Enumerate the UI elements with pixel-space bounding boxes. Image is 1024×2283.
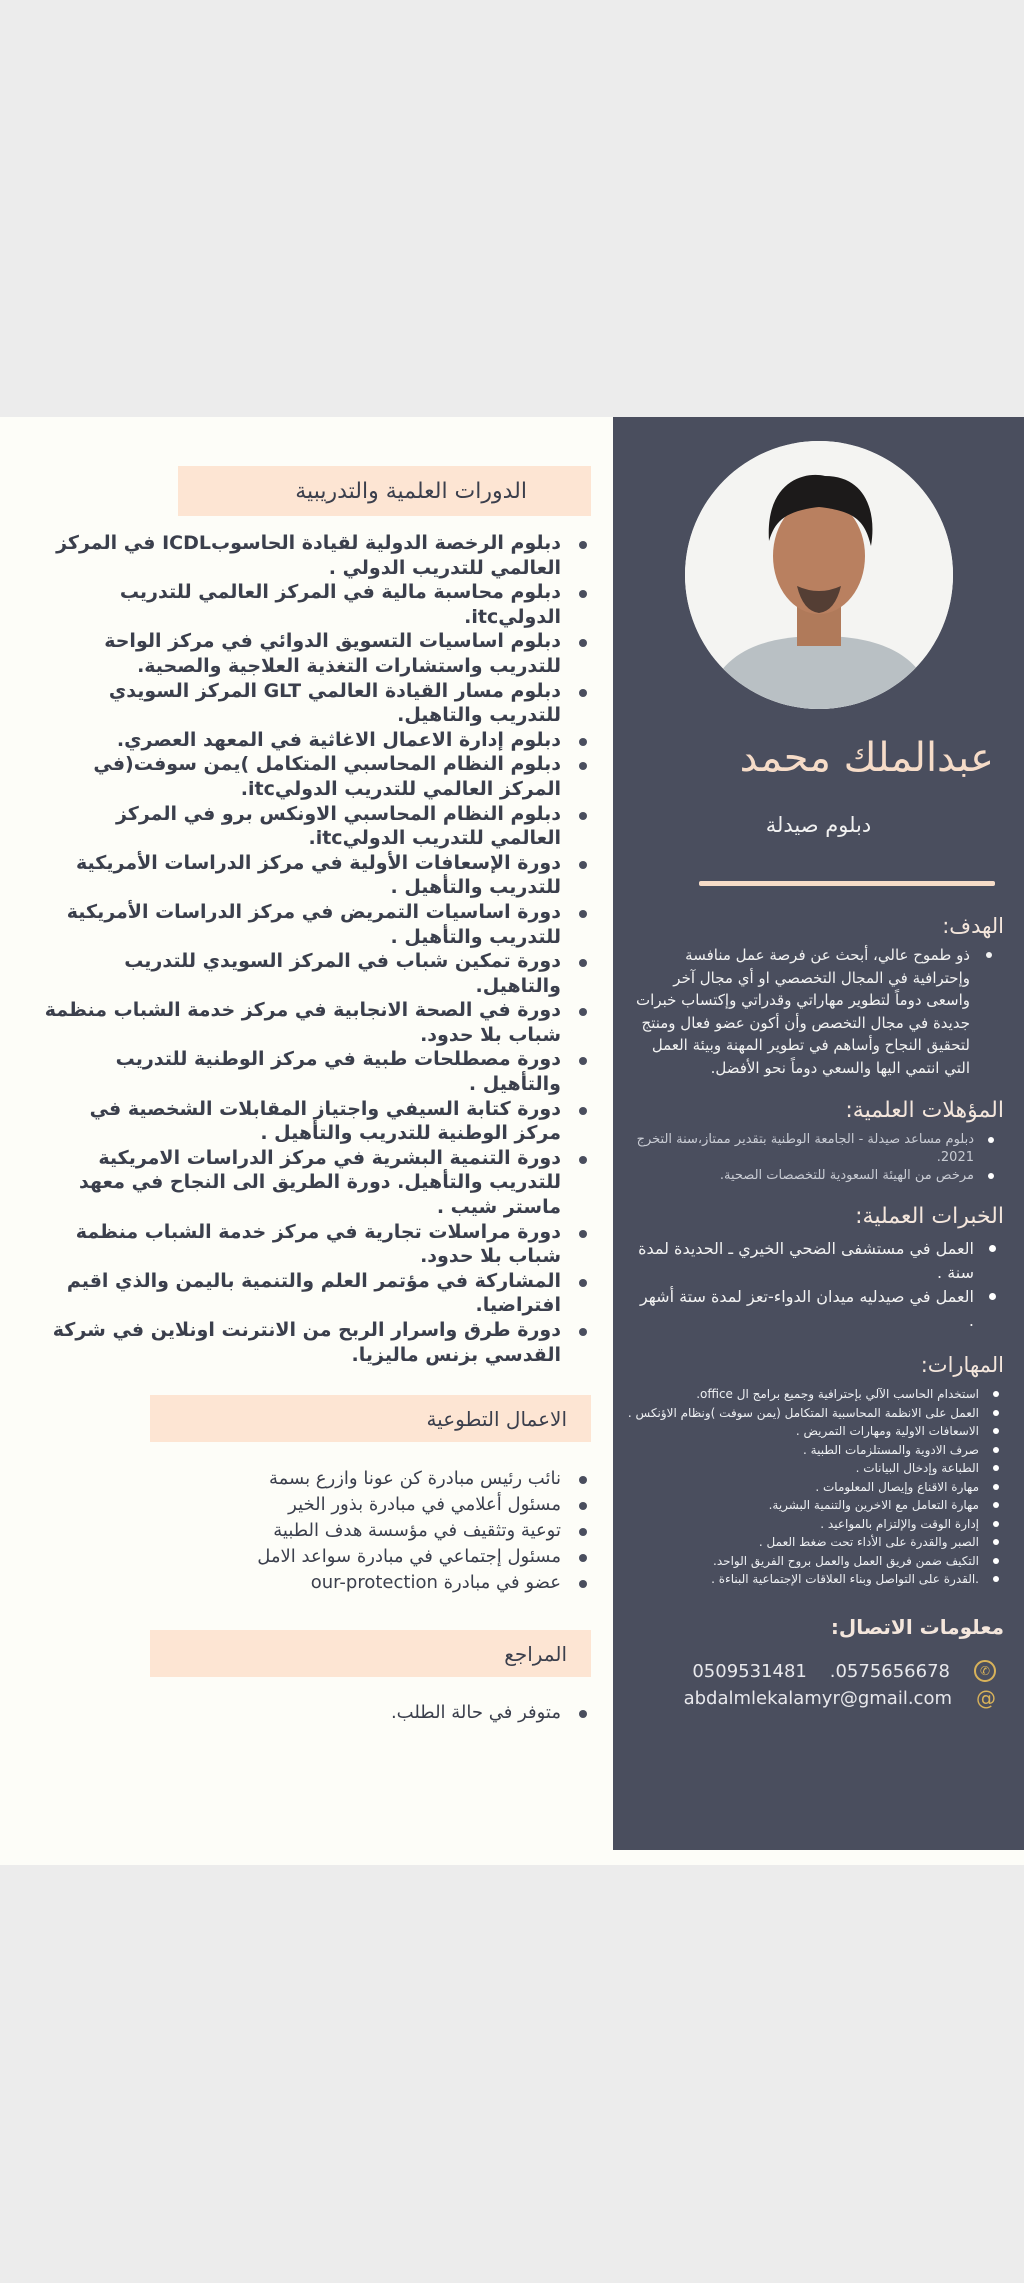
list-item: دورة تمكين شباب في المركز السويدي للتدريب والتاهيل. [40, 949, 561, 998]
list-item: دورة كتابة السيفي واجتياز المقابلات الشخصية في مركز الوطنية للتدريب والتأهيل . [40, 1097, 561, 1146]
main-column [0, 417, 613, 1726]
list-item: المشاركة في مؤتمر العلم والتنمية باليمن والذي اقيم افتراضيا. [40, 1269, 561, 1318]
references-heading-box [150, 1630, 591, 1677]
qualifications-heading: المؤهلات العلمية: [845, 1098, 1004, 1123]
list-item: توعية وتثقيف في مؤسسة هدف الطبية [40, 1518, 561, 1544]
volunteer-heading: الاعمال التطوعية [426, 1406, 567, 1431]
courses-heading-box [178, 466, 591, 516]
list-item: .القدرة على التواصل وبناء العلاقات الإجتماعية البناءة . [625, 1570, 979, 1589]
person-name: عبدالملك محمد [739, 735, 994, 781]
list-item: العمل في مستشفى الضحي الخيري ـ الحديدة لمدة سنة . [633, 1237, 974, 1285]
list-item: إدارة الوقت والإلتزام بالمواعيد . [625, 1515, 979, 1534]
list-item: الاسعافات الاولية ومهارات التمريض . [625, 1422, 979, 1441]
list-item: العمل على الانظمة المحاسبية المتكامل (يمن سوفت )ونظام الاؤنكس . [625, 1404, 979, 1423]
courses-heading: الدورات العلمية والتدريبية [295, 478, 527, 504]
phone-numbers: 0509531481 .0575656678 [692, 1660, 950, 1682]
sidebar [613, 417, 1024, 1850]
list-item: مسئول إجتماعي في مبادرة سواعد الامل [40, 1544, 561, 1570]
list-item: متوفر في حالة الطلب. [40, 1700, 561, 1726]
phone-row [613, 1659, 996, 1684]
experience-heading: الخبرات العملية: [855, 1204, 1004, 1229]
list-item: عضو في مبادرة our-protection [40, 1570, 561, 1596]
email-row [613, 1686, 996, 1711]
at-icon: @ [976, 1686, 996, 1710]
contact-heading: معلومات الاتصال: [830, 1614, 1004, 1639]
list-item: دورة الإسعافات الأولية في مركز الدراسات الأمريكية للتدريب والتأهيل . [40, 851, 561, 900]
list-item: دبلوم النظام المحاسبي الاونكس برو في المركز العالمي للتدريب الدوليitc. [40, 802, 561, 851]
list-item: دبلوم محاسبة مالية في المركز العالمي للتدريب الدوليitc. [40, 580, 561, 629]
objective-list [633, 944, 970, 1079]
list-item: الصبر والقدرة على الأداء تحت ضغط العمل . [625, 1533, 979, 1552]
courses-list [40, 531, 561, 1367]
list-item: دورة في الصحة الانجابية في مركز خدمة الشباب منظمة شباب بلا حدود. [40, 998, 561, 1047]
list-item: دبلوم النظام المحاسبي المتكامل )يمن سوفت(في المركز العالمي للتدريب الدوليitc. [40, 752, 561, 801]
cv-page [0, 417, 1024, 1865]
objective-text: ذو طموح عالي، أبحث عن فرصة عمل منافسة وإحترافية في المجال التخصصي او أي مجال آخر واسعى دوماً لتطوير مهاراتي وقدراتي وإكتساب خبرات جديدة في مجال التخصص وأن أكون عضو فعال ومنتج لتحقيق النجاح وأساهم في تطوير المهنة وبيئة العمل التي انتمي اليها والسعي دوماً نحو الأفضل. [633, 944, 970, 1079]
list-item: مهارة التعامل مع الاخرين والتنمية البشرية. [625, 1496, 979, 1515]
references-heading: المراجع [504, 1641, 567, 1666]
list-item: دبلوم إدارة الاعمال الاغاثية في المعهد العصري. [40, 728, 561, 753]
list-item: دورة التنمية البشرية في مركز الدراسات الامريكية للتدريب والتأهيل. دورة الطريق الى النجاح في معهد ماستر شيب . [40, 1146, 561, 1220]
list-item: دورة مصطلحات طبية في مركز الوطنية للتدريب والتأهيل . [40, 1047, 561, 1096]
objective-heading: الهدف: [942, 914, 1004, 938]
qualifications-list [629, 1131, 974, 1185]
phone-icon: ✆ [974, 1660, 996, 1682]
list-item: دبلوم الرخصة الدولية لقيادة الحاسوبICDL في المركز العالمي للتدريب الدولي . [40, 531, 561, 580]
list-item: دورة اساسيات التمريض في مركز الدراسات الأمريكية للتدريب والتأهيل . [40, 900, 561, 949]
skills-heading: المهارات: [920, 1353, 1004, 1377]
list-item: مرخص من الهيئة السعودية للتخصصات الصحية. [629, 1167, 974, 1185]
person-title: دبلوم صيدلة [765, 813, 872, 837]
profile-photo [685, 441, 953, 709]
volunteer-heading-box [150, 1395, 591, 1442]
list-item: دورة طرق واسرار الربح من الانترنت اونلاين في شركة القدسي بزنس ماليزيا. [40, 1318, 561, 1367]
list-item: دورة مراسلات تجارية في مركز خدمة الشباب منظمة شباب بلا حدود. [40, 1220, 561, 1269]
list-item: التكيف ضمن فريق العمل والعمل بروح الفريق الواحد. [625, 1552, 979, 1571]
list-item: مهارة الاقناع وإيصال المعلومات . [625, 1478, 979, 1497]
list-item: استخدام الحاسب الآلي بإحترافية وجميع برامج ال office. [625, 1385, 979, 1404]
email-address[interactable]: abdalmlekalamyr@gmail.com [683, 1687, 952, 1709]
list-item: مسئول أعلامي في مبادرة بذور الخير [40, 1492, 561, 1518]
divider [699, 881, 995, 886]
list-item: دبلوم اساسيات التسويق الدوائي في مركز الواحة للتدريب واستشارات التغذية العلاجية والصحية. [40, 629, 561, 678]
skills-list [625, 1385, 979, 1589]
experience-list [633, 1237, 974, 1333]
list-item: نائب رئيس مبادرة كن عونا وازرع بسمة [40, 1466, 561, 1492]
volunteer-list [40, 1466, 561, 1596]
references-list [40, 1700, 561, 1726]
list-item: الطباعة وإدخال البيانات . [625, 1459, 979, 1478]
list-item: العمل في صيدليه ميدان الدواء-تعز لمدة ستة أشهر . [633, 1285, 974, 1333]
list-item: دبلوم مساعد صيدلة - الجامعة الوطنية بتقدير ممتاز،سنة التخرج 2021. [629, 1131, 974, 1167]
list-item: صرف الادوية والمستلزمات الطبية . [625, 1441, 979, 1460]
list-item: دبلوم مسار القيادة العالمي GLT المركز السويدي للتدريب والتاهيل. [40, 679, 561, 728]
